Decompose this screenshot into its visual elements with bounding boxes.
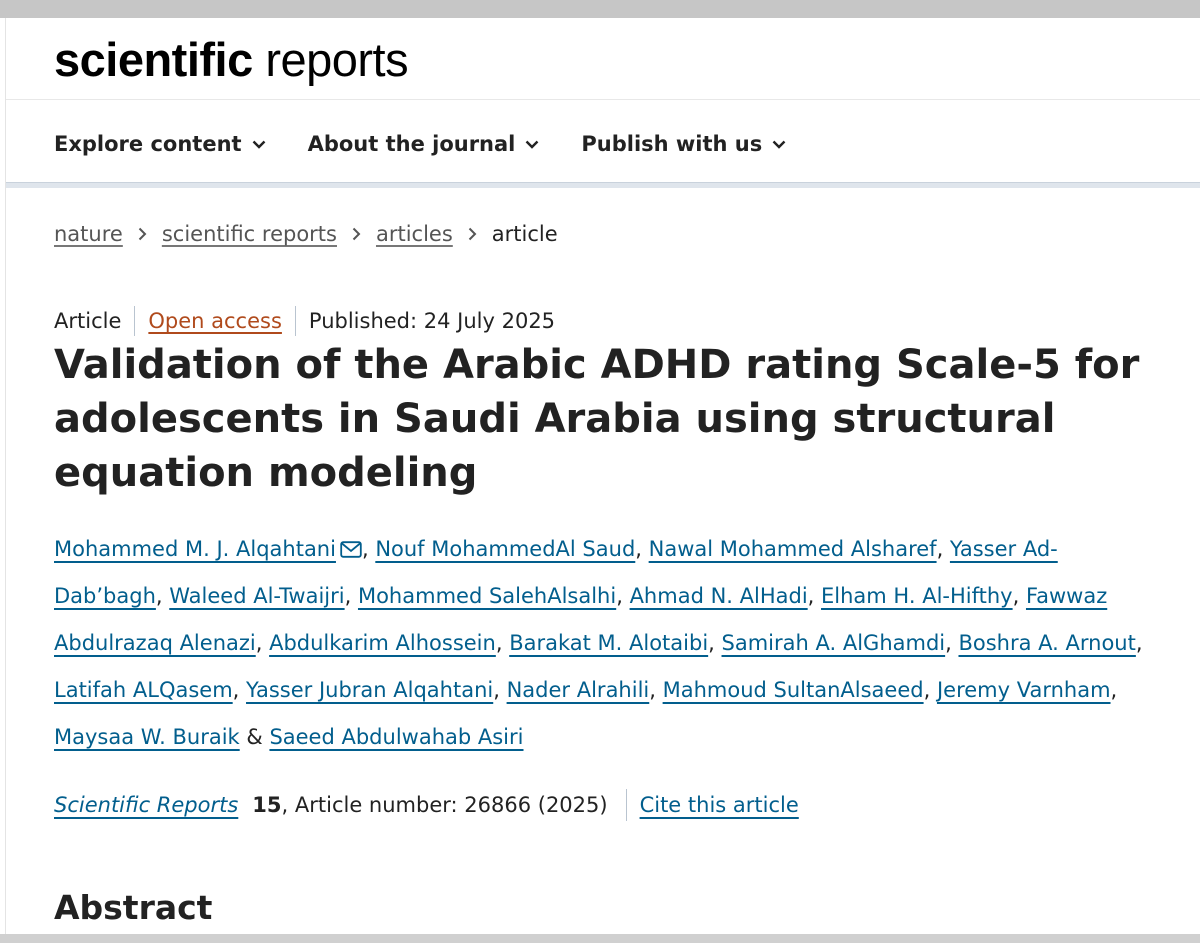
chevron-down-icon: [525, 140, 539, 149]
nav-about-journal-label: About the journal: [307, 132, 516, 156]
author-link[interactable]: Mahmoud SultanAlsaeed: [662, 678, 924, 702]
nav-about-journal[interactable]: [308, 132, 540, 156]
chevron-down-icon: [772, 140, 786, 149]
author-separator: ,: [649, 678, 663, 702]
browser-bottom-strip: [0, 934, 1200, 943]
breadcrumb-link-scientific-reports[interactable]: scientific reports: [161, 222, 337, 246]
author-separator: ,: [635, 537, 649, 561]
author-separator: ,: [1012, 584, 1026, 608]
author-link[interactable]: Ahmad N. AlHadi: [629, 584, 808, 608]
breadcrumb-link-articles[interactable]: articles: [375, 222, 453, 246]
author-link[interactable]: Elham H. Al-Hifthy: [821, 584, 1013, 608]
author-separator: ,: [1135, 631, 1143, 655]
author-link[interactable]: Jeremy Varnham: [936, 678, 1111, 702]
author-link[interactable]: Saeed Abdulwahab Asiri: [269, 725, 524, 749]
open-access-link[interactable]: Open access: [148, 309, 282, 333]
chevron-right-icon: [352, 227, 361, 241]
abstract-heading: Abstract: [54, 888, 213, 927]
chevron-right-icon: [468, 227, 477, 241]
chevron-down-icon: [252, 140, 266, 149]
author-separator: ,: [936, 537, 950, 561]
author-separator: ,: [923, 678, 937, 702]
author-link[interactable]: Barakat M. Alotaibi: [509, 631, 709, 655]
author-separator: ,: [232, 678, 247, 702]
author-link[interactable]: Samirah A. AlGhamdi: [721, 631, 946, 655]
author-separator: ,: [945, 631, 959, 655]
nav-bottom-bar: [6, 182, 1200, 188]
browser-top-strip: [0, 0, 1200, 18]
author-separator: ,: [708, 631, 722, 655]
author-separator: ,: [361, 537, 376, 561]
author-separator: ,: [155, 584, 170, 608]
author-link[interactable]: Fawwaz Abdulrazaq Alenazi: [54, 584, 1108, 655]
author-separator: ,: [616, 584, 630, 608]
author-separator: ,: [495, 631, 510, 655]
nav-publish-with-us[interactable]: [581, 132, 786, 156]
nav-publish-with-us-label: Publish with us: [581, 132, 763, 156]
author-separator-last: &: [239, 725, 270, 749]
author-separator: ,: [1110, 678, 1118, 702]
meta-divider: [134, 306, 135, 336]
breadcrumb: [54, 222, 558, 246]
journal-link[interactable]: Scientific Reports: [54, 793, 239, 817]
author-link[interactable]: Nouf MohammedAl Saud: [375, 537, 636, 561]
author-list: [54, 526, 1164, 761]
author-link[interactable]: Yasser Ad-Dab’bagh: [54, 537, 1058, 608]
main-nav: [54, 128, 828, 160]
author-link[interactable]: Waleed Al-Twaijri: [169, 584, 345, 608]
breadcrumb-link-nature[interactable]: nature: [54, 222, 123, 246]
nav-explore-content[interactable]: [54, 132, 266, 156]
article-meta: [54, 305, 555, 337]
author-link[interactable]: Mohammed SalehAlsalhi: [357, 584, 617, 608]
author-separator: ,: [255, 631, 270, 655]
logo-bold-text: scientific: [54, 33, 253, 86]
envelope-icon[interactable]: [340, 541, 362, 558]
citation-line: [54, 788, 799, 822]
author-link[interactable]: Nawal Mohammed Alsharef: [648, 537, 937, 561]
author-link[interactable]: Yasser Jubran Alqahtani: [246, 678, 494, 702]
nav-explore-content-label: Explore content: [54, 132, 242, 156]
author-link[interactable]: Abdulkarim Alhossein: [269, 631, 496, 655]
author-separator: ,: [493, 678, 507, 702]
breadcrumb-current: article: [491, 222, 558, 246]
author-link[interactable]: Latifah ALQasem: [54, 678, 233, 702]
published-date: Published: 24 July 2025: [308, 309, 556, 333]
journal-logo[interactable]: [54, 34, 408, 86]
page-left-border: [5, 18, 6, 943]
author-link[interactable]: Nader Alrahili: [506, 678, 650, 702]
author-link[interactable]: Boshra A. Arnout: [958, 631, 1136, 655]
article-title: Validation of the Arabic ADHD rating Scale-5 for adolescents in Saudi Arabia using structural equation modeling: [54, 342, 1140, 496]
meta-divider: [295, 306, 296, 336]
author-separator: ,: [344, 584, 358, 608]
cite-this-article-link[interactable]: Cite this article: [639, 793, 799, 817]
citation-divider: [626, 789, 627, 821]
author-link[interactable]: Mohammed M. J. Alqahtani: [54, 537, 336, 561]
author-separator: ,: [807, 584, 822, 608]
article-type: Article: [54, 309, 122, 333]
author-link[interactable]: Maysaa W. Buraik: [54, 725, 240, 749]
volume-number: 15: [252, 793, 282, 817]
header-divider: [6, 99, 1200, 100]
article-number: , Article number: 26866 (2025): [281, 793, 608, 817]
logo-regular-text: reports: [265, 33, 409, 86]
chevron-right-icon: [138, 227, 147, 241]
